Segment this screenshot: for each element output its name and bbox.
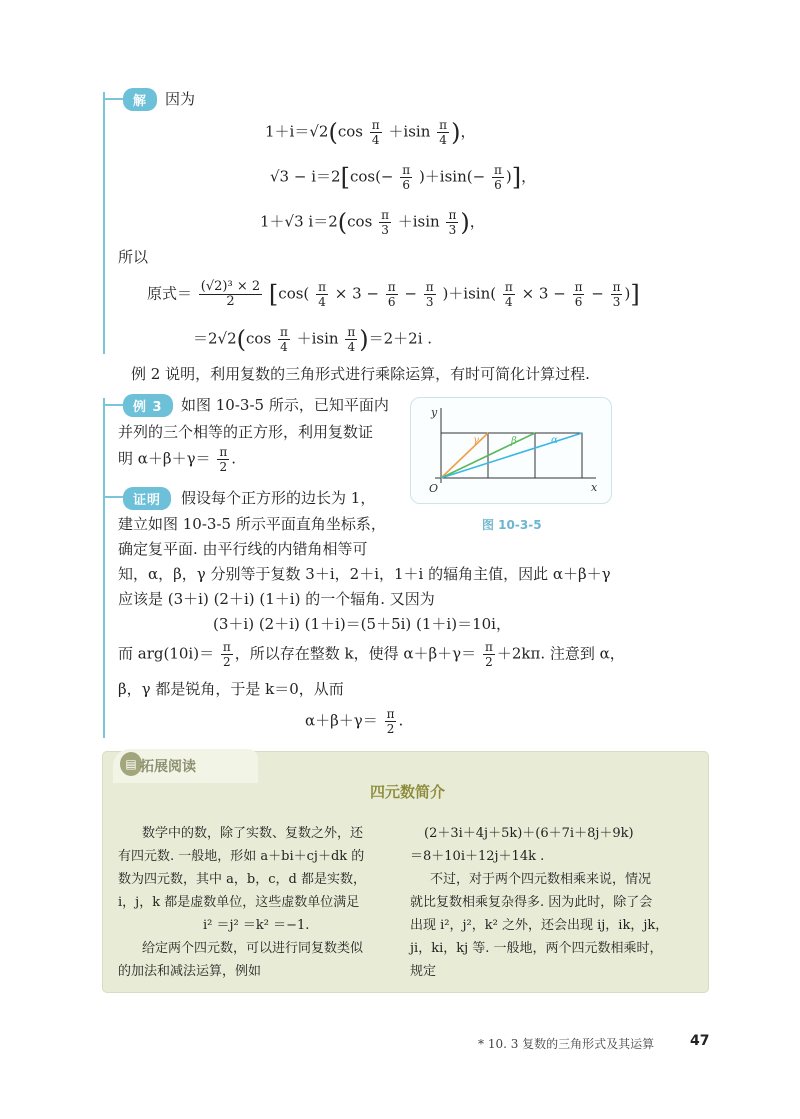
reading-title: 四元数简介 <box>370 783 446 801</box>
reading-right-5: 出现 i²，j²，k² 之外，还会出现 ij，ik，jk， <box>410 918 669 933</box>
solution-rule <box>103 92 105 354</box>
reading-right-6: ji，ki，kj 等. 一般地，两个四元数相乘时， <box>410 941 663 956</box>
reading-right-4: 就比复数相乘复杂得多. 因为此时，除了会 <box>410 895 653 910</box>
figure-caption: 图 10-3-5 <box>482 518 542 532</box>
rule-dash-3 <box>103 496 123 498</box>
reading-left-7: 的加法和减法运算，例如 <box>118 964 262 979</box>
proof-line-6: (3＋i) (2＋i) (1＋i)＝(5＋5i) (1＋i)＝10i， <box>213 615 511 633</box>
result-expression: ＝2√2(cos $\frac{\pi}{4}$ ＋isin $\frac{\pi}{4}$ )＝2＋2i . <box>193 325 433 354</box>
proof-line-8: β，γ 都是锐角，于是 k＝0，从而 <box>118 680 344 698</box>
reading-right-7: 规定 <box>410 964 437 979</box>
label-alpha: α <box>551 435 558 446</box>
proof-final: α＋β＋γ＝ $\frac{\pi}{2}$ . <box>305 707 404 736</box>
reading-right-3: 不过，对于两个四元数相乘来说，情况 <box>430 872 652 887</box>
solution-tag: 解 <box>123 88 157 111</box>
proof-line-5: 应该是 (3＋i) (2＋i) (1＋i) 的一个辐角. 又因为 <box>118 590 435 608</box>
label-gamma: γ <box>473 435 479 446</box>
proof-line-2: 建立如图 10-3-5 所示平面直角坐标系， <box>118 515 386 533</box>
label-o: O <box>429 482 439 495</box>
reading-right-1: (2＋3i＋4j＋5k)＋(6＋7i＋8j＋9k) <box>424 826 634 841</box>
reading-right-2: ＝8＋10i＋12j＋14k . <box>410 849 545 864</box>
label-y: y <box>431 406 438 419</box>
figure-diagram <box>411 398 611 503</box>
book-icon: ▤ <box>120 752 142 776</box>
example2-note: 例 2 说明，利用复数的三角形式进行乘除运算，有时可简化计算过程. <box>131 365 590 383</box>
reading-left-5: i² ＝j² ＝k² ＝−1. <box>203 918 310 933</box>
reading-left-4: i，j，k 都是虚数单位，这些虚数单位满足 <box>118 895 360 910</box>
page-number: 47 <box>690 1033 710 1049</box>
equation-1: 1＋i＝√2(cos $\frac{\pi}{4}$ ＋isin $\frac{\pi}{4}$ )， <box>265 118 476 147</box>
extended-reading-label: 拓展阅读 <box>140 759 196 775</box>
reading-left-6: 给定两个四元数，可以进行同复数类似 <box>142 941 364 956</box>
solution-intro: 因为 <box>165 90 196 108</box>
rule-dash-2 <box>103 404 123 406</box>
proof-line-1: 假设每个正方形的边长为 1， <box>181 489 376 507</box>
original-expression: 原式＝ $\frac{\text{(√2)³ × 2}}{2}$ [cos( $\frac{\pi}{4}$ × 3 − $\frac{\pi}{6}$ − $\frac{\pi}{3}$ )＋isin( $\frac{\pi}{4}$ × 3 − $\frac{\pi}{6}$ − $\frac{\pi}{3}$ )] <box>147 279 640 309</box>
example-rule <box>103 398 105 738</box>
footer-section: * 10. 3 复数的三角形式及其运算 <box>478 1037 655 1051</box>
rule-dash-1 <box>103 98 123 100</box>
equation-3: 1＋√3 i＝2(cos $\frac{\pi}{3}$ ＋isin $\frac{\pi}{3}$ )， <box>260 208 485 237</box>
label-x: x <box>591 481 598 494</box>
reading-left-3: 数为四元数，其中 a，b，c，d 都是实数， <box>118 872 366 887</box>
figure-10-3-5 <box>410 397 612 504</box>
proof-line-4: 知，α，β，γ 分别等于复数 3＋i，2＋i，1＋i 的辐角主值，因此 α＋β＋γ <box>118 565 611 583</box>
reading-left-2: 有四元数. 一般地，形如 a＋bi＋cj＋dk 的 <box>118 849 365 864</box>
proof-line-7: 而 arg(10i)＝ $\frac{\pi}{2}$ ，所以存在整数 k，使得 α＋β＋γ＝ $\frac{\pi}{2}$ ＋2kπ. 注意到 α， <box>118 640 625 669</box>
equation-2: √3 − i＝2[cos(− $\frac{\pi}{6}$ )＋isin(− $\frac{\pi}{6}$ )]， <box>270 163 537 192</box>
so-label: 所以 <box>118 248 149 266</box>
example3-tag: 例 3 <box>123 394 173 417</box>
label-beta: β <box>511 436 517 447</box>
example3-line-1: 如图 10-3-5 所示，已知平面内 <box>181 396 389 414</box>
example3-line-3: 明 α＋β＋γ＝ $\frac{\pi}{2}$ . <box>118 445 236 474</box>
reading-left-1: 数学中的数，除了实数、复数之外，还 <box>142 826 364 841</box>
proof-tag: 证明 <box>123 487 171 510</box>
proof-line-3: 确定复平面. 由平行线的内错角相等可 <box>118 540 368 558</box>
example3-line-2: 并列的三个相等的正方形，利用复数证 <box>118 423 374 441</box>
